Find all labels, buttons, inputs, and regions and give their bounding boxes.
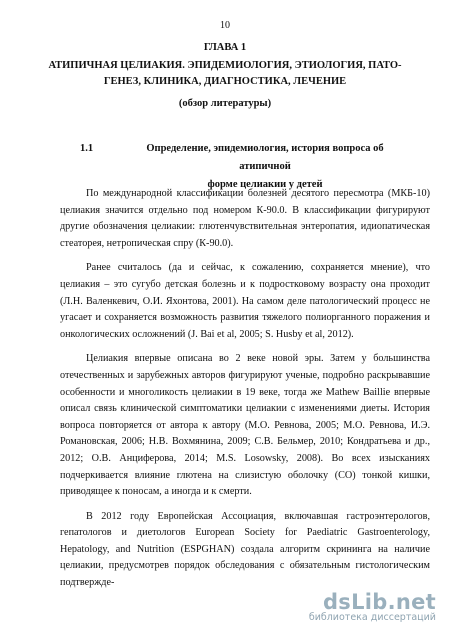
watermark-caption: библиотека диссертаций [308, 612, 436, 623]
paragraph: По международной классификации болезней десятого пересмотра (МКБ-10) целиакия значится отдельно под номером К-90.0. В классификации фигурируют другие обозначения целиакии: глютенчувствительная энтеропатия, идиопатическая стеаторея, нетропическая спру (К-90.0). [60, 188, 430, 249]
paragraph: В 2012 году Европейская Ассоциация, включавшая гастроэнтерологов, гепатологов и диетологов European Society for Paediatric Gastroenterology, Hepatology, and Nutrition (ESPGHAN) создала алгоритм скрининга на наличие целиакии, предусмотрев порядок обследования с обязательным гистологическим подтвержде- [60, 510, 430, 589]
chapter-title-line: ГЕНЕЗ, КЛИНИКА, ДИАГНОСТИКА, ЛЕЧЕНИЕ [103, 76, 347, 87]
paragraph: Ранее считалось (да и сейчас, к сожалению, сохраняется мнение), что целиакия – это сугубо детская болезнь и к подростковому возрасту она проходит (Л.Н. Валенкевич, О.И. Яхонтова, 2001). На самом деле патологический процесс не угасает и сохраняется возможность развития тяжелого полиорганного поражения и онкологических осложнений (J. Bai et al, 2005; S. Husby et al, 2012). [60, 262, 430, 340]
watermark [309, 590, 436, 623]
chapter-subtitle: (обзор литературы) [178, 98, 272, 109]
watermark-logo: dsLib.net [322, 590, 436, 614]
section-title-line: форме целиакии у детей [207, 179, 323, 190]
section-title-line: Определение, эпидемиология, история вопроса об атипичной [146, 143, 384, 172]
chapter-heading: ГЛАВА 1 [203, 42, 247, 53]
section-number: 1.1 [80, 143, 94, 154]
page-number: 10 [220, 20, 230, 31]
body-text [60, 186, 430, 600]
chapter-title-line: АТИПИЧНАЯ ЦЕЛИАКИЯ. ЭПИДЕМИОЛОГИЯ, ЭТИОЛОГИЯ, ПАТО- [48, 60, 402, 71]
chapter-title [40, 58, 410, 90]
paragraph: Целиакия впервые описана во 2 веке новой эры. Затем у большинства отечественных и зарубежных авторов фигурируют ученые, подробно раскрывавшие особенности и многоликость целиакии в 19 веке, тогда же Mathew Baillie впервые описал связь клинической симптоматики целиакии с изменениями диеты. История вопроса повторяется от автора к автору (М.О. Ревнова, 2005; М.О. Ревнова, И.Э. Романовская, 2006; Н.В. Вохмянина, 2009; С.В. Бельмер, 2010; Кондратьева и др., 2012; О.В. Анциферова, 2014; M.S. Losowsky, 2008). Во всех изысканиях подчеркивается влияние глютена на слизистую оболочку (СО) тонкой кишки, приводящее к поносам, а иногда и к смерти. [60, 353, 430, 498]
